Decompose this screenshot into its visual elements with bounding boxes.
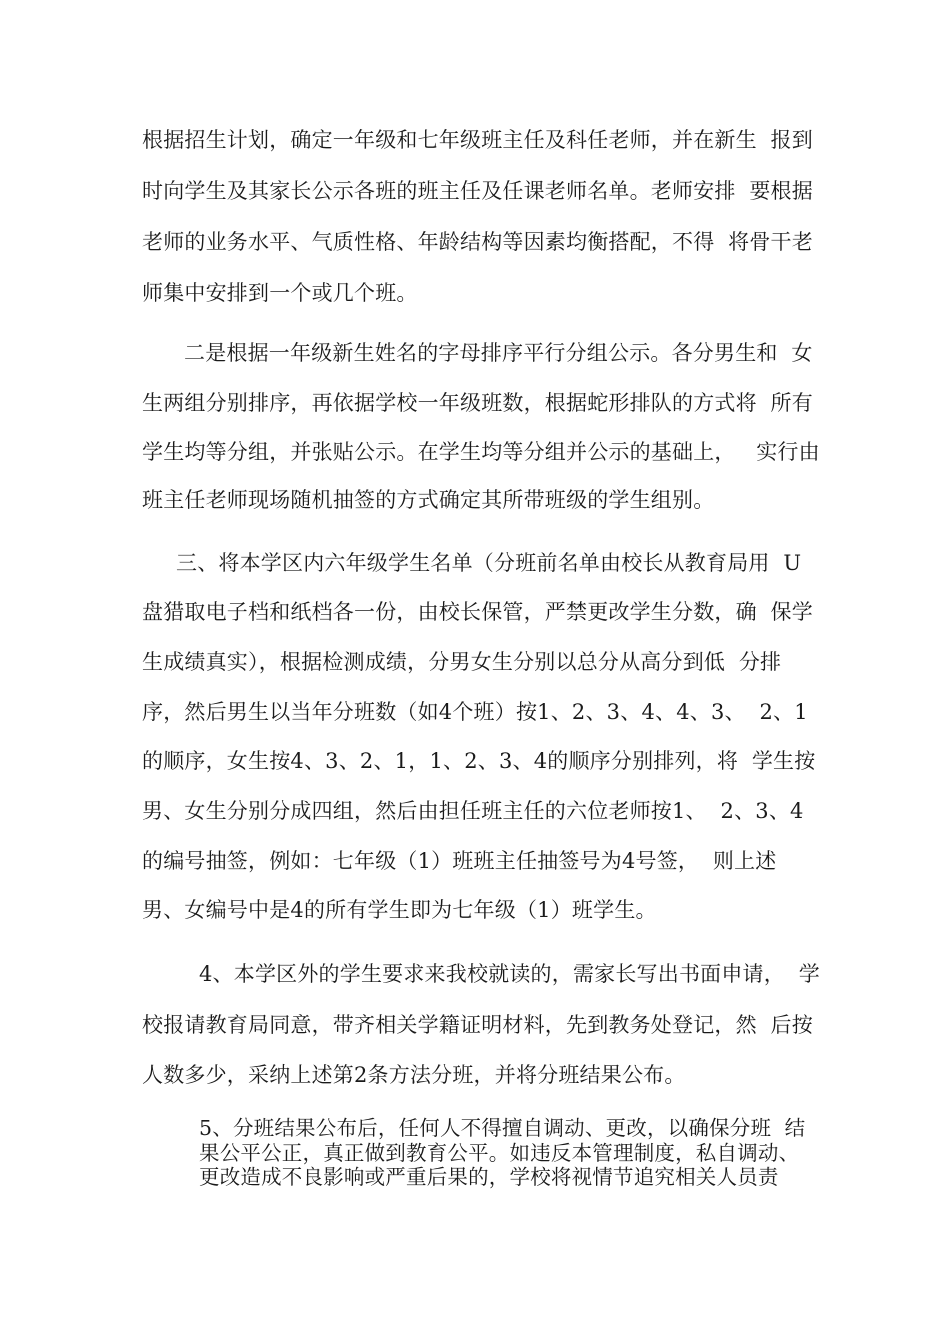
text-line: 时向学生及其家长公示各班的班主任及任课老师名单。老师安排 要根据 [142, 179, 813, 203]
text-line: 果公平公正，真正做到教育公平。如违反本管理制度，私自调动、 [199, 1141, 800, 1165]
text-line: 生两组分别排序，再依据学校一年级班数，根据蛇形排队的方式将 所有 [142, 391, 813, 415]
text-line: 三、将本学区内六年级学生名单（分班前名单由校长从教育局用 U [176, 551, 802, 575]
text-line: 班主任老师现场随机抽签的方式确定其所带班级的学生组别。 [142, 488, 715, 512]
text-line: 二是根据一年级新生姓名的字母排序平行分组公示。各分男生和 女 [184, 341, 813, 365]
text-line: 5、分班结果公布后，任何人不得擅自调动、更改，以确保分班 结 [199, 1116, 806, 1140]
text-line: 学生均等分组，并张贴公示。在学生均等分组并公示的基础上， 实行由 [142, 440, 820, 464]
text-line: 序，然后男生以当年分班数（如4个班）按1、2、3、4、4、3、 2、1 [142, 700, 808, 724]
text-line: 4、本学区外的学生要求来我校就读的，需家长写出书面申请， 学 [199, 962, 820, 986]
text-line: 男、女生分别分成四组，然后由担任班主任的六位老师按1、 2、3、4 [142, 799, 804, 823]
text-line: 生成绩真实），根据检测成绩，分男女生分别以总分从高分到低 分排 [142, 650, 782, 674]
text-line: 的顺序，女生按4、3、2、1，1、2、3、4的顺序分别排列，将 学生按 [142, 749, 816, 773]
text-line: 的编号抽签，例如：七年级（1）班班主任抽签号为4号签， 则上述 [142, 849, 777, 873]
text-line: 老师的业务水平、气质性格、年龄结构等因素均衡搭配，不得 将骨干老 [142, 230, 813, 254]
text-line: 师集中安排到一个或几个班。 [142, 281, 418, 305]
text-line: 根据招生计划，确定一年级和七年级班主任及科任老师，并在新生 报到 [142, 128, 813, 152]
text-line: 校报请教育局同意，带齐相关学籍证明材料，先到教务处登记，然 后按 [142, 1013, 813, 1037]
text-line: 更改造成不良影响或严重后果的，学校将视情节追究相关人员责 [199, 1165, 779, 1189]
text-line: 人数多少，采纳上述第2条方法分班，并将分班结果公布。 [142, 1063, 686, 1087]
text-line: 男、女编号中是4的所有学生即为七年级（1）班学生。 [142, 898, 657, 922]
text-line: 盘猎取电子档和纸档各一份，由校长保管，严禁更改学生分数，确 保学 [142, 600, 813, 624]
